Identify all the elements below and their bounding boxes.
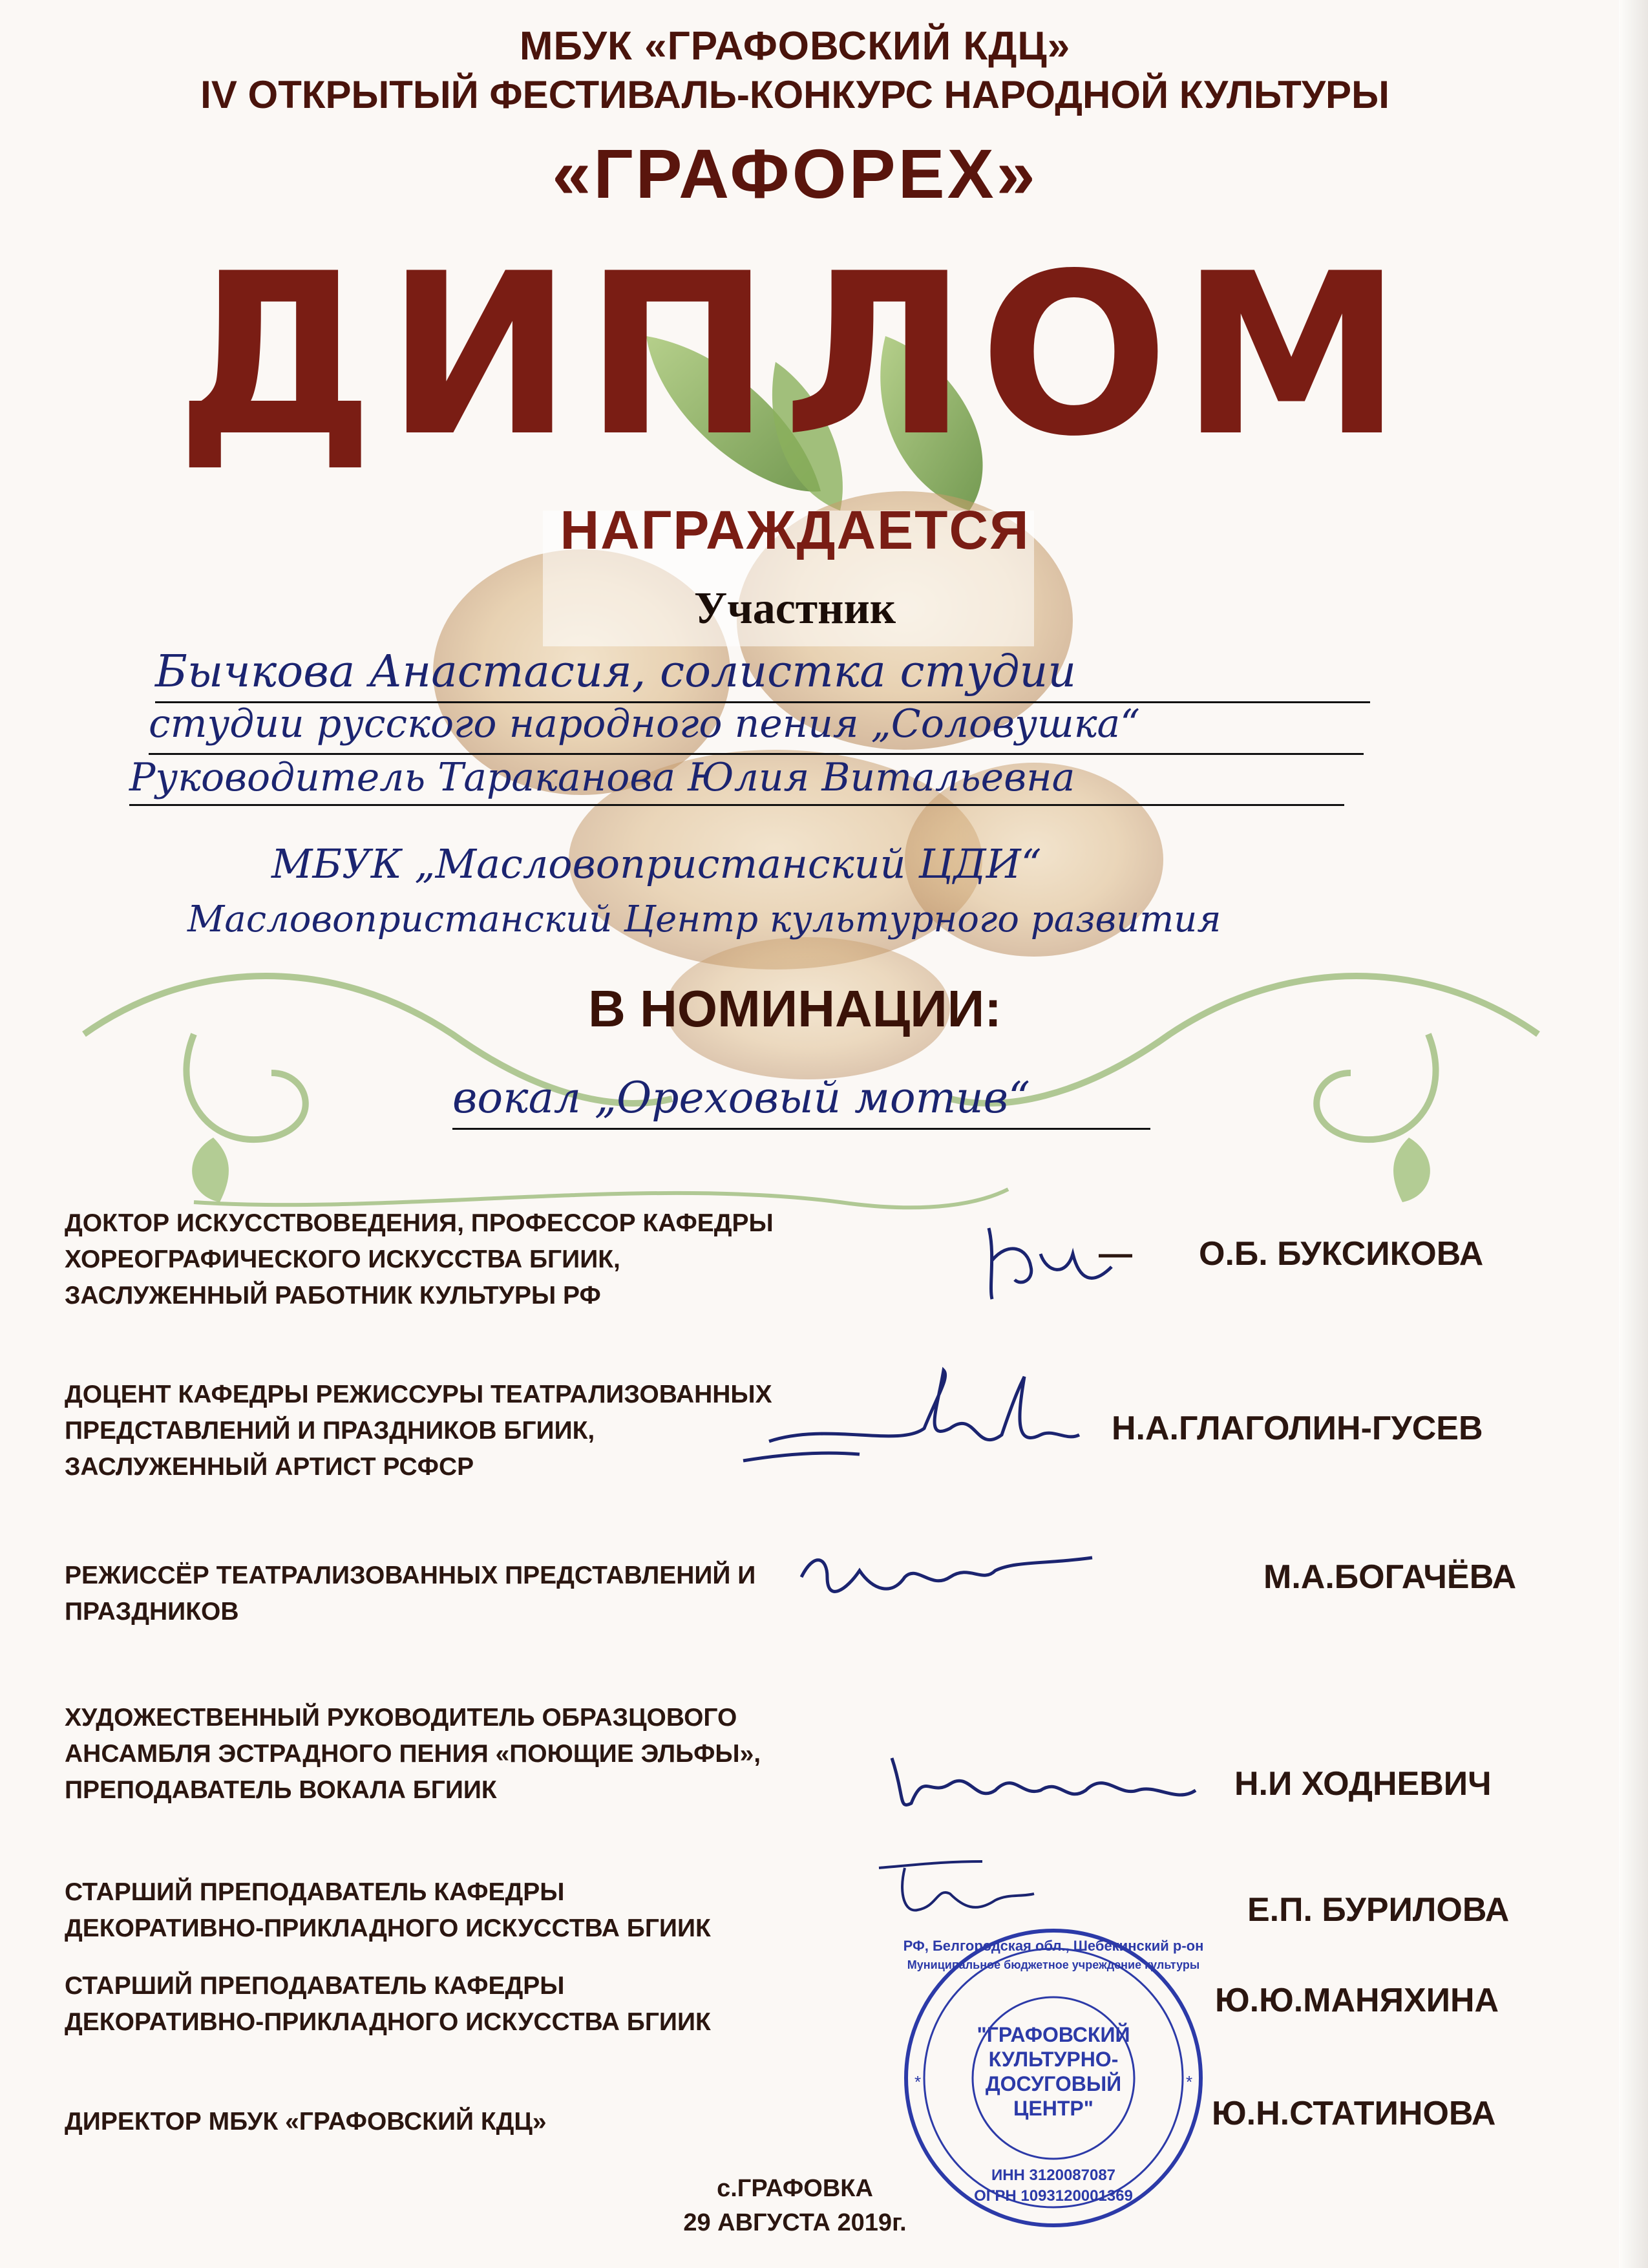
footer-date: 29 АВГУСТА 2019г. (683, 2209, 907, 2236)
nomination-underline (452, 1128, 1150, 1130)
signatory-name-3: М.А.БОГАЧЁВА (1263, 1558, 1517, 1596)
nomination-value: вокал „Ореховый мотив“ (452, 1073, 1030, 1123)
svg-text:*: * (914, 2072, 922, 2092)
stamp-center-1: "ГРАФОВСКИЙ (977, 2023, 1130, 2046)
leaf-ornament-right (1393, 1138, 1430, 1202)
signatory-role-3: РЕЖИССЁР ТЕАТРАЛИЗОВАННЫХ ПРЕДСТАВЛЕНИЙ И ПРАЗДНИКОВ (65, 1562, 756, 1626)
recipient-line-4: МБУК „Масловопристанский ЦДИ“ (271, 840, 1042, 887)
festival-title: IV ОТКРЫТЫЙ ФЕСТИВАЛЬ-КОНКУРС НАРОДНОЙ КУЛЬТУРЫ (200, 73, 1389, 116)
signature-2 (730, 1357, 1092, 1474)
signature-1 (969, 1215, 1118, 1312)
stamp-outer-text: РФ, Белгородская обл., Шебекинский р-он (903, 1938, 1204, 1954)
recipient-line-3: Руководитель Тараканова Юлия Витальевна (129, 755, 1075, 800)
nomination-label: В НОМИНАЦИИ: (588, 980, 1002, 1037)
signatory-name-1: О.Б. БУКСИКОВА (1199, 1235, 1484, 1273)
signatory-dash-1: — (1099, 1235, 1132, 1273)
signatory-role-5: СТАРШИЙ ПРЕПОДАВАТЕЛЬ КАФЕДРЫ ДЕКОРАТИВНО-ПРИКЛАДНОГО ИСКУССТВА БГИИК (65, 1878, 711, 1942)
leaf-ornament-left (192, 1138, 229, 1202)
festival-name: «ГРАФОРЕХ» (552, 134, 1038, 213)
signatory-name-5: Е.П. БУРИЛОВА (1247, 1891, 1510, 1929)
stamp-inn: ИНН 3120087087 (991, 2167, 1116, 2184)
footer-city: с.ГРАФОВКА (717, 2175, 873, 2202)
signatory-role-1: ДОКТОР ИСКУССТВОВЕДЕНИЯ, ПРОФЕССОР КАФЕДРЫ ХОРЕОГРАФИЧЕСКОГО ИСКУССТВА БГИИК, ЗАСЛУЖЕННЫЙ РАБОТНИК КУЛЬТУРЫ РФ (65, 1209, 774, 1309)
signatory-role-7: ДИРЕКТОР МБУК «ГРАФОВСКИЙ КДЦ» (65, 2108, 547, 2136)
signatory-name-7: Ю.Н.СТАТИНОВА (1212, 2095, 1496, 2132)
recipient-line-2: студии русского народного пения „Соловушка“ (149, 701, 1140, 747)
signature-5 (866, 1849, 1047, 1926)
signatory-role-2: ДОЦЕНТ КАФЕДРЫ РЕЖИССУРЫ ТЕАТРАЛИЗОВАННЫХ ПРЕДСТАВЛЕНИЙ И ПРАЗДНИКОВ БГИИК, ЗАСЛУЖЕННЫЙ АРТИСТ РСФСР (65, 1381, 772, 1481)
stamp-center-4: ЦЕНТР" (1013, 2097, 1093, 2120)
signatory-role-4: ХУДОЖЕСТВЕННЫЙ РУКОВОДИТЕЛЬ ОБРАЗЦОВОГО АНСАМБЛЯ ЭСТРАДНОГО ПЕНИЯ «ПОЮЩИЕ ЭЛЬФЫ», ПРЕПОДАВАТЕЛЬ ВОКАЛА БГИИК (65, 1704, 761, 1804)
stamp-inner-text: Муниципальное бюджетное учреждение культуры (907, 1958, 1200, 1971)
diploma-title: ДИПЛОМ (176, 226, 1414, 485)
signature-3 (788, 1538, 1099, 1616)
recipient-line-5: Масловопристанский Центр культурного развития (187, 898, 1221, 940)
signatory-name-6: Ю.Ю.МАНЯХИНА (1215, 1982, 1499, 2019)
underline-3 (129, 804, 1344, 806)
recipient-line-1: Бычкова Анастасия, солистка студии (155, 646, 1077, 697)
organization-title: МБУК «ГРАФОВСКИЙ КДЦ» (519, 24, 1071, 69)
signatory-name-2: Н.А.ГЛАГОЛИН-ГУСЕВ (1112, 1410, 1483, 1447)
awarded-label: НАГРАЖДАЕТСЯ (560, 500, 1030, 560)
stamp-center-2: КУЛЬТУРНО- (988, 2048, 1119, 2071)
stamp-ogrn: ОГРН 1093120001369 (974, 2187, 1133, 2205)
signatory-role-6: СТАРШИЙ ПРЕПОДАВАТЕЛЬ КАФЕДРЫ ДЕКОРАТИВНО-ПРИКЛАДНОГО ИСКУССТВА БГИИК (65, 1972, 711, 2036)
svg-text:*: * (1186, 2072, 1193, 2092)
category-label: Участник (693, 584, 896, 633)
signatory-name-4: Н.И ХОДНЕВИЧ (1234, 1765, 1492, 1803)
stamp-center-3: ДОСУГОВЫЙ (985, 2072, 1122, 2095)
signature-4 (872, 1732, 1209, 1829)
